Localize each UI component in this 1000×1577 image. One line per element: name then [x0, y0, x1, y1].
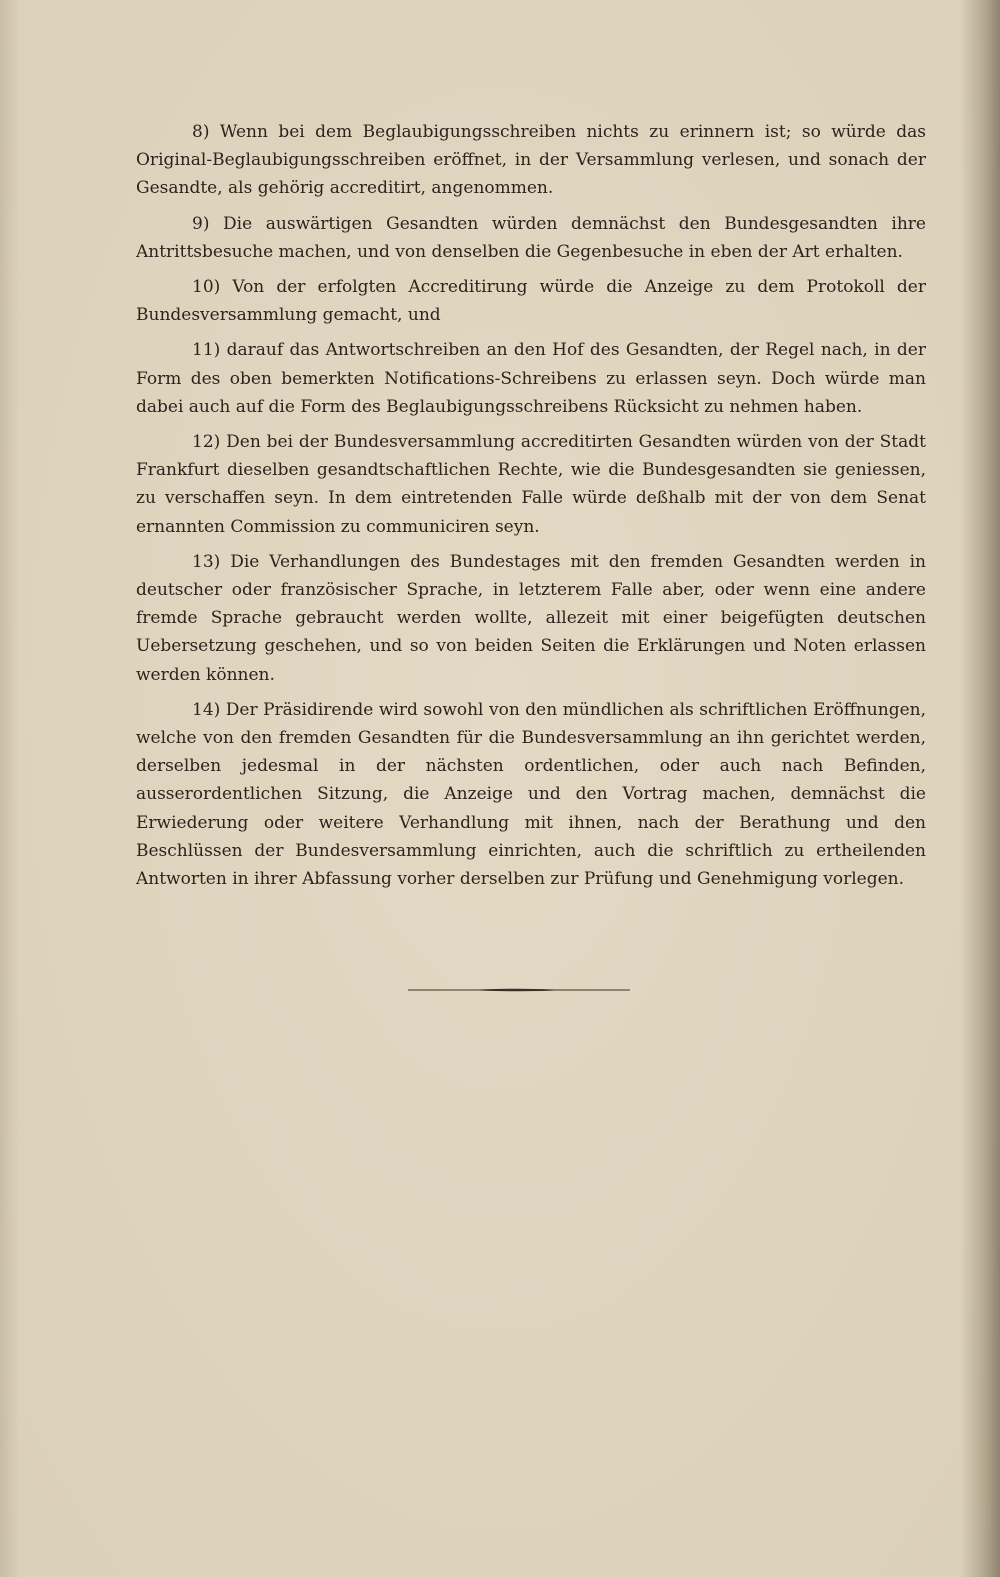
- paragraph-8: 8) Wenn bei dem Beglaubigungsschreiben nichts zu erinnern ist; so würde das Original-Beglaubigungsschreiben eröffnet, in der Versammlung verlesen, und sonach der Gesandte, als gehörig accreditirt, angenommen.: [136, 122, 926, 199]
- paragraph-14: 14) Der Präsidirende wird sowohl von den mündlichen als schriftlichen Eröffnungen, welche von den fremden Gesandten für die Bundesversammlung an ihn gerichtet werden, derselben jedesmal in der nächsten ordentlichen, oder auch nach Befinden, ausserordentlichen Sitzung, die Anzeige und den Vortrag machen, demnächst die Erwiederung oder weitere Verhandlung mit ihnen, nach der Berathung und den Beschlüssen der Bundesversammlung einrichten, auch die schriftlich zu ertheilenden Antworten in ihrer Abfassung vorher derselben zur Prüfung und Genehmigung vorlegen.: [136, 699, 926, 890]
- decorative-rule: [408, 988, 630, 992]
- body-text: [136, 118, 926, 893]
- paragraph-12: 12) Den bei der Bundesversammlung accreditirten Gesandten würden von der Stadt Frankfurt dieselben gesandtschaftlichen Rechte, wie die Bundesgesandten sie geniessen, zu verschaffen seyn. In dem eintretenden Falle würde deßhalb mit der von dem Senat ernannten Commission zu communiciren seyn.: [136, 432, 926, 537]
- paragraph-9: 9) Die auswärtigen Gesandten würden demnächst den Bundesgesandten ihre Antrittsbesuche machen, und von denselben die Gegenbesuche in eben der Art erhalten.: [136, 213, 926, 262]
- page-binding-edge: [960, 0, 1000, 1577]
- page-left-shadow: [0, 0, 20, 1577]
- paragraph-10: 10) Von der erfolgten Accreditirung würde die Anzeige zu dem Protokoll der Bundesversammlung gemacht, und: [136, 277, 926, 326]
- paragraph-11: 11) darauf das Antwortschreiben an den Hof des Gesandten, der Regel nach, in der Form des oben bemerkten Notifications-Schreibens zu erlassen seyn. Doch würde man dabei auch auf die Form des Beglaubigungsschreibens Rücksicht zu nehmen haben.: [136, 340, 926, 417]
- paragraph-13: 13) Die Verhandlungen des Bundestages mit den fremden Gesandten werden in deutscher oder französischer Sprache, in letzterem Falle aber, oder wenn eine andere fremde Sprache gebraucht werden wollte, allezeit mit einer beigefügten deutschen Uebersetzung geschehen, und so von beiden Seiten die Erklärungen und Noten erlassen werden können.: [136, 551, 926, 685]
